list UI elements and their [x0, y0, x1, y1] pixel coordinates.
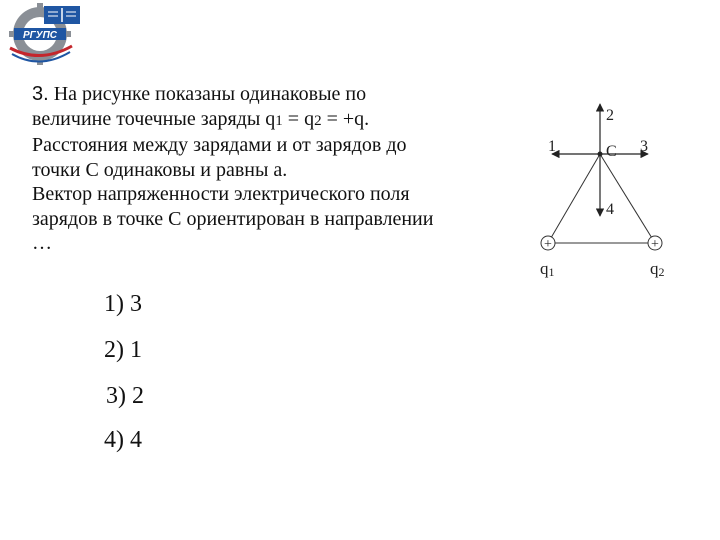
answer-option-1[interactable]: 1) 3	[104, 291, 142, 317]
answer-option-3[interactable]: 3) 2	[106, 383, 144, 409]
question-line-3: Расстояния между зарядами и от зарядов до	[32, 134, 407, 156]
university-logo	[0, 0, 84, 72]
answer-option-4[interactable]: 4) 4	[104, 427, 142, 453]
arrow-4-label: 4	[606, 201, 614, 218]
charge-q2-label: q2	[650, 259, 665, 279]
charge-q1-sign: +	[544, 237, 552, 252]
question-line-1-text: На рисунке показаны одинаковые по	[53, 83, 367, 105]
question-line-2-b: = q	[282, 107, 315, 130]
triangle-side-left	[548, 154, 600, 243]
arrow-1-label: 1	[548, 138, 556, 155]
question-line-2-a: величине точечные заряды q	[32, 107, 276, 130]
question-line-6: зарядов в точке С ориентирован в направлении	[32, 207, 434, 230]
charge-index-1: 1	[275, 112, 283, 129]
point-c	[598, 152, 603, 157]
question-text	[32, 82, 522, 256]
arrow-2-label: 2	[606, 107, 614, 124]
question-line-7: …	[32, 232, 52, 254]
answer-option-2[interactable]: 2) 1	[104, 337, 142, 363]
charge-q2-sign: +	[651, 237, 659, 252]
arrow-3-label: 3	[640, 138, 648, 155]
question-line-1	[32, 82, 522, 107]
point-c-label: C	[606, 143, 617, 160]
question-line-5: Вектор напряженности электрического поля	[32, 183, 410, 205]
charges-diagram	[530, 96, 680, 286]
logo-text: РГУПС	[23, 30, 57, 41]
charge-q1-label: q1	[540, 259, 555, 279]
question-line-2	[32, 107, 522, 134]
question-line-4: точки С одинаковы и равны а.	[32, 158, 288, 181]
question-number: 3.	[32, 83, 49, 105]
question-line-2-c: = +q.	[321, 107, 370, 130]
charge-index-2: 2	[314, 112, 322, 129]
triangle-side-right	[600, 154, 655, 243]
